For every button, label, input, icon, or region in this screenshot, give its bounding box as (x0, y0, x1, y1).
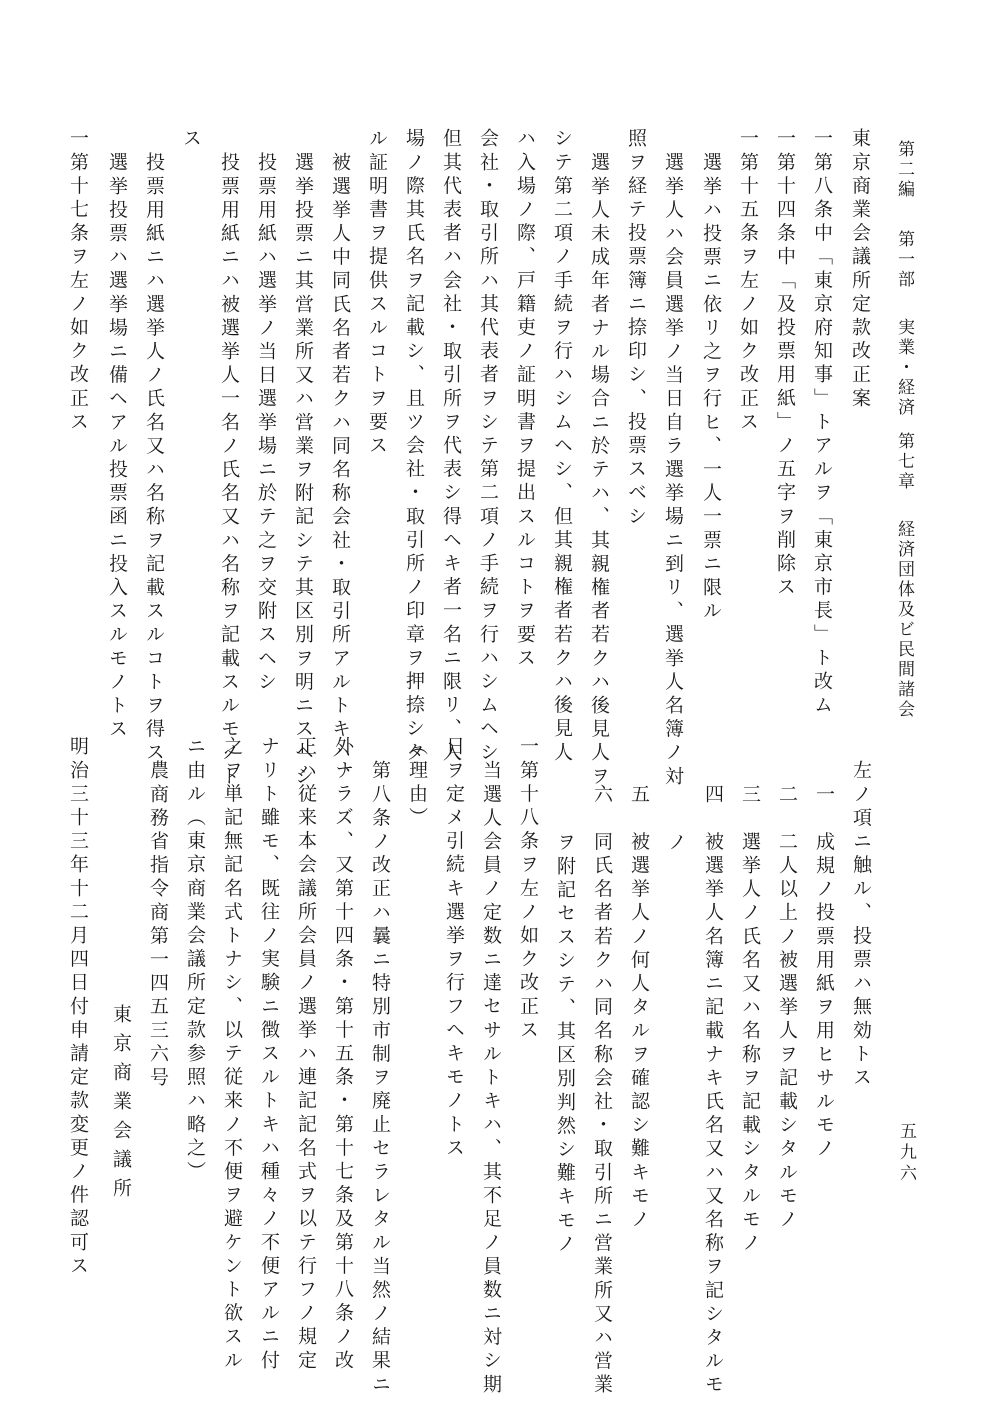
text-line: 一第十五条ヲ左ノ如ク改正ス (737, 128, 759, 435)
list-item: 一 成規ノ投票用紙ヲ用ヒサルモノ (813, 784, 835, 1162)
text-line: 選挙投票ニ其営業所又ハ営業ヲ附記シテ其区別ヲ明ニスヘシ (292, 152, 314, 790)
reason-heading: （理由） (406, 736, 428, 831)
text-line: 投票用紙ニハ選挙人ノ氏名又ハ名称ヲ記載スルコトヲ得ス (143, 152, 165, 766)
list-item: 五 被選挙人ノ何人タルヲ確認シ難キモノ (628, 784, 650, 1233)
text-line: 外ナラズ、又第十四条・第十五条・第十七条及第十八条ノ改 (332, 736, 354, 1374)
text-line: 第八条ノ改正ハ曩ニ特別市制ヲ廃止セラレタル当然ノ結果ニ (369, 760, 391, 1398)
list-item: 三 選挙人ノ氏名又ハ名称ヲ記載シタルモノ (739, 784, 761, 1256)
text-line: 但其代表者ハ会社・取引所ヲ代表シ得ヘキ者一名ニ限リ、入 (440, 128, 462, 766)
text-line: 一第十四条中「及投票用紙」ノ五字ヲ削除ス (774, 128, 796, 600)
text-line: 左ノ項ニ触ル、投票ハ無効トス (850, 760, 872, 1091)
text-line: 選挙人ハ会員選挙ノ当日自ラ選挙場ニ到リ、選挙人名簿ノ対 (662, 152, 684, 790)
list-item: 四 被選挙人名簿ニ記載ナキ氏名又ハ又名称ヲ記シタルモ (702, 784, 724, 1398)
text-line: 選挙人未成年者ナル場合ニ於テハ、其親権者若クハ後見人ヲ (588, 152, 610, 790)
text-line: 一第八条中「東京府知事」トアルヲ「東京市長」ト改ム (811, 128, 833, 718)
text-line: 正ハ従来本会議所会員ノ選挙ハ連記記名式ヲ以テ行フノ規定 (295, 736, 317, 1374)
list-item: 二 二人以上ノ被選挙人ヲ記載シタルモノ (776, 784, 798, 1233)
text-line: 会社・取引所ハ其代表者ヲシテ第二項ノ手続ヲ行ハシムヘシ (477, 128, 499, 766)
text-line: 照ヲ経テ投票簿ニ捺印シ、投票スベシ (625, 128, 647, 530)
running-header-part: 第二編 (894, 140, 914, 200)
running-header-chapter-title: 経済団体及ビ民間諸会 (894, 520, 914, 720)
text-line: 一第十八条ヲ左ノ如ク改正ス (517, 736, 539, 1043)
text-line: 之ヲ単記無記名式トナシ、以テ従来ノ不便ヲ避ケント欲スル (221, 736, 243, 1374)
text-line: ル証明書ヲ提供スルコトヲ要ス (366, 128, 388, 459)
text-line: 場ノ際其氏名ヲ記載シ、且ツ会社・取引所ノ印章ヲ押捺シタ (403, 128, 425, 766)
list-item: ノ (665, 832, 687, 856)
text-line: ナリト雖モ、既往ノ実験ニ徴スルトキハ種々ノ不便アルニ付 (258, 736, 280, 1374)
text-line: 被選挙人中同氏名者若クハ同名称会社・取引所アルトキハ、 (329, 152, 351, 790)
text-line: 選挙ハ投票ニ依リ之ヲ行ヒ、一人一票ニ限ル (700, 152, 722, 624)
signatory: 東京商業会議所 (110, 1004, 132, 1207)
text-line: 投票用紙ニハ被選挙人一名ノ氏名又ハ名称ヲ記載スルモノト (218, 152, 240, 790)
text-line: ス (180, 128, 202, 152)
running-header-chapter: 第七章 (894, 432, 914, 492)
directive-number: 農商務省指令商第一四五三六号 (147, 760, 169, 1091)
text-line: 日ヲ定メ引続キ選挙ヲ行フヘキモノトス (443, 736, 465, 1161)
running-header-category: 実業・経済 (894, 318, 914, 418)
text-line: 投票用紙ハ選挙ノ当日選挙場ニ於テ之ヲ交附スヘシ (255, 152, 277, 695)
approval-line: 明治三十三年十二月四日付申請定款変更ノ件認可ス (67, 736, 89, 1279)
list-item: 六 同氏名者若クハ同名称会社・取引所ニ営業所又ハ営業 (591, 784, 613, 1398)
page-number: 五九六 (896, 1122, 916, 1185)
text-line: 一第十七条ヲ左ノ如ク改正ス (67, 128, 89, 435)
text-line: シテ第二項ノ手続ヲ行ハシムヘシ、但其親権者若クハ後見人 (551, 128, 573, 766)
text-line: ニ由ル（東京商業会議所定款参照ハ略之） (184, 736, 206, 1185)
running-header-section: 第一部 (894, 230, 914, 290)
text-line: 当選人会員ノ定数ニ達セサルトキハ、其不足ノ員数ニ対シ期 (480, 760, 502, 1398)
list-item: ヲ附記セスシテ、其区別判然シ難キモノ (554, 832, 576, 1257)
text-line: 選挙投票ハ選挙場ニ備ヘアル投票函ニ投入スルモノトス (106, 152, 128, 742)
document-title: 東京商業会議所定款改正案 (849, 128, 871, 412)
text-line: ハ入場ノ際、戸籍吏ノ証明書ヲ提出スルコトヲ要ス (514, 128, 536, 671)
